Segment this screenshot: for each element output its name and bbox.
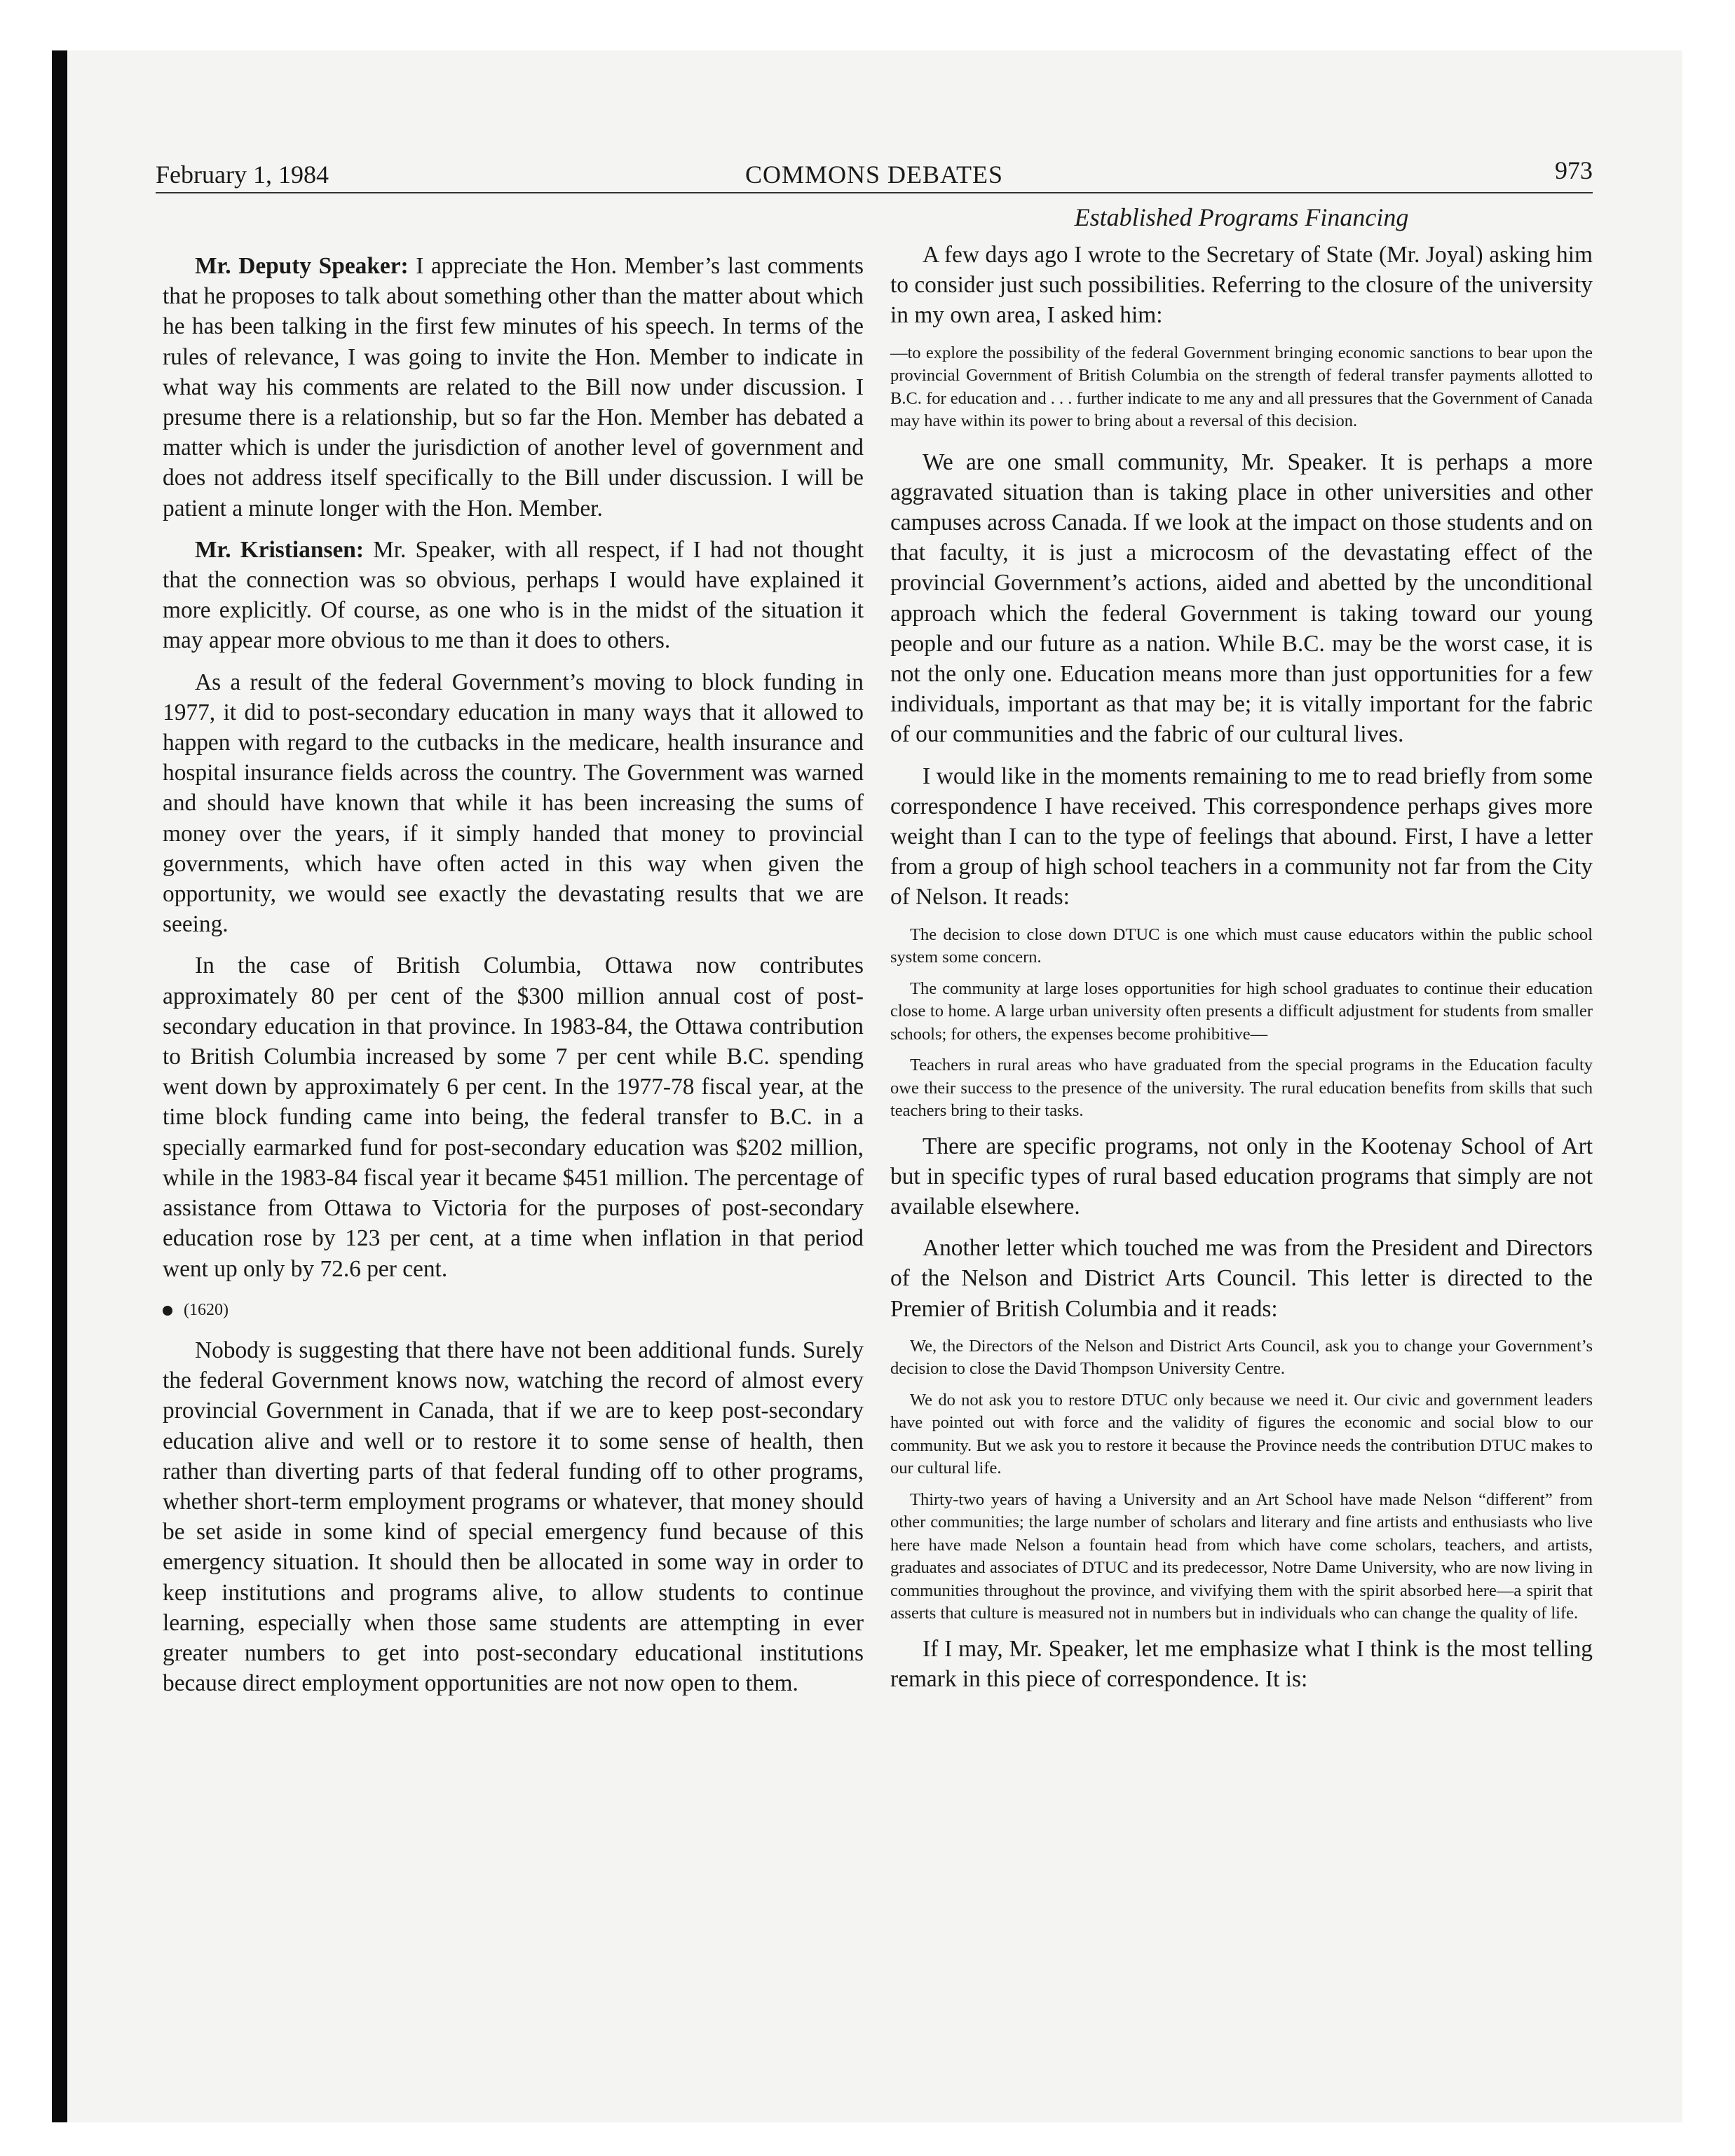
block-quote: —to explore the possibility of the federal Government bringing economic sanctions to bear upon the provincial Government of British Columbia on the strength of federal transfer payments allotted to B.C. for education and . . . further indicate to me any and all pressures that the Government of Canada may have within its power to bring about a reversal of this decision.: [890, 343, 1593, 431]
speaker-name: Mr. Kristiansen:: [195, 536, 364, 563]
paragraph: As a result of the federal Government’s moving to block funding in 1977, it did to post-secondary education in many ways that it allowed to happen with regard to the cutbacks in the medicare, health insurance and hospital insurance fields across the country. The Government was warned and should have known that while it has been increasing the sums of money over the years, if it simply handed that money to provincial governments, which have often acted in this way when given the opportunity, we would see exactly the devastating results that we are seeing.: [163, 669, 864, 938]
block-quote: Teachers in rural areas who have graduated from the special programs in the Education faculty owe their success to the presence of the university. The rural education benefits from skills that such teachers bring to their tasks.: [890, 1056, 1593, 1121]
paragraph: There are specific programs, not only in the Kootenay School of Art but in specific types of rural based education programs that simply are not available elsewhere.: [890, 1133, 1593, 1220]
right-column: [890, 202, 1593, 1705]
block-quote: Thirty-two years of having a University and an Art School have made Nelson “different” from other communities; the large number of scholars and literary and fine artists and enthusiasts who live here have made Nelson a fountain head from which have come scholars, teachers, and artists, graduates and associates of DTUC and its predecessor, Notre Dame University, who are now living in communities throughout the province, and vivifying them with the spirit absorbed here—a spirit that asserts that culture is measured not in numbers but in individuals who can change the quality of life.: [890, 1489, 1593, 1623]
time-marker: [163, 1295, 864, 1325]
paragraph-text: Mr. Speaker, with all respect, if I had not thought that the connection was so obvious, perhaps I would have explained it more explicitly. Of course, as one who is in the midst of the situation it may appear more obvious to me than it does to others.: [163, 536, 864, 654]
section-heading: Established Programs Financing: [1074, 203, 1409, 231]
block-quote: We, the Directors of the Nelson and District Arts Council, ask you to change your Government’s decision to close the David Thompson University Centre.: [890, 1336, 1593, 1379]
speaker-name: Mr. Deputy Speaker:: [195, 253, 409, 279]
block-quote: The decision to close down DTUC is one which must cause educators within the public school system some concern.: [890, 925, 1593, 967]
left-column: [163, 251, 864, 1710]
time-marker-text: (1620): [184, 1300, 229, 1319]
paragraph: If I may, Mr. Speaker, let me emphasize what I think is the most telling remark in this piece of correspondence. It is:: [890, 1635, 1593, 1693]
paragraph: A few days ago I wrote to the Secretary of State (Mr. Joyal) asking him to consider just such possibilities. Referring to the closure of the university in my own area, I asked him:: [890, 242, 1593, 329]
block-quote: The community at large loses opportunities for high school graduates to continue their education close to home. A large urban university often presents a difficult adjustment for students from smaller schools; for others, the expenses become prohibitive—: [890, 978, 1593, 1044]
paragraph: I would like in the moments remaining to me to read briefly from some correspondence I have received. This correspondence perhaps gives more weight than I can to the type of feelings that abound. First, I have a letter from a group of high school teachers in a community not far from the City of Nelson. It reads:: [890, 763, 1593, 910]
page-header: [156, 156, 1593, 193]
paragraph: Nobody is suggesting that there have not been additional funds. Surely the federal Government knows now, watching the record of almost every provincial Government in Canada, that if we are to keep post-secondary education alive and well or to restore it to some sense of health, then rather than diverting parts of that federal funding off to other programs, whether short-term employment programs or whatever, that money should be set aside in some kind of special emergency fund because of this emergency situation. It should then be allocated in some way in order to keep institutions and programs alive, to allow students to continue learning, especially when those same students are attempting in ever greater numbers to get into post-secondary educational institutions because direct employment opportunities are not now open to them.: [163, 1337, 864, 1697]
header-publication: COMMONS DEBATES: [744, 161, 1004, 189]
scan-binding-edge: [52, 50, 67, 2122]
paragraph: In the case of British Columbia, Ottawa now contributes approximately 80 per cent of the $300 million annual cost of post-secondary education in that province. In 1983-84, the Ottawa contribution to British Columbia increased by some 7 per cent while B.C. spending went down by approximately 6 per cent. In the 1977-78 fiscal year, at the time block funding came into being, the federal transfer to B.C. in a specially earmarked fund for post-secondary education was $202 million, while in the 1983-84 fiscal year it became $451 million. The percentage of assistance from Ottawa to Victoria for the purposes of post-secondary education rose by 123 per cent, at a time when inflation in that period went up only by 72.6 per cent.: [163, 953, 864, 1282]
bullet-dot-icon: [163, 1306, 172, 1316]
paragraph: Another letter which touched me was from the President and Directors of the Nelson and District Arts Council. This letter is directed to the Premier of British Columbia and it reads:: [890, 1235, 1593, 1322]
header-page-number: 973: [1555, 156, 1593, 184]
paragraph: [163, 535, 864, 656]
paragraph-text: I appreciate the Hon. Member’s last comments that he proposes to talk about something other than the matter about which he has been talking in the first few minutes of his speech. In terms of the rules of relevance, I was going to invite the Hon. Member to indicate in what way his comments are related to the Bill now under discussion. I presume there is a relationship, but so far the Hon. Member has debated a matter which is under the jurisdiction of another level of government and does not address itself specifically to the Bill under discussion. I will be patient a minute longer with the Hon. Member.: [163, 253, 864, 521]
header-date: February 1, 1984: [156, 161, 329, 189]
paragraph: [163, 251, 864, 524]
block-quote: We do not ask you to restore DTUC only because we need it. Our civic and government leaders have pointed out with force and the validity of figures the economic and social blow to our community. But we ask you to restore it because the Province needs the contribution DTUC makes to our cultural life.: [890, 1390, 1593, 1478]
paragraph: We are one small community, Mr. Speaker. It is perhaps a more aggravated situation than is taking place in other universities and other campuses across Canada. If we look at the impact on those students and on that faculty, it is just a microcosm of the devastating effect of the provincial Government’s actions, aided and abetted by the unconditional approach which the federal Government is taking toward our young people and our future as a nation. While B.C. may be the worst case, it is not the only one. Education means more than just opportunities for a few individuals, important as that may be; it is vitally important for the fabric of our communities and the fabric of our cultural lives.: [890, 449, 1593, 748]
